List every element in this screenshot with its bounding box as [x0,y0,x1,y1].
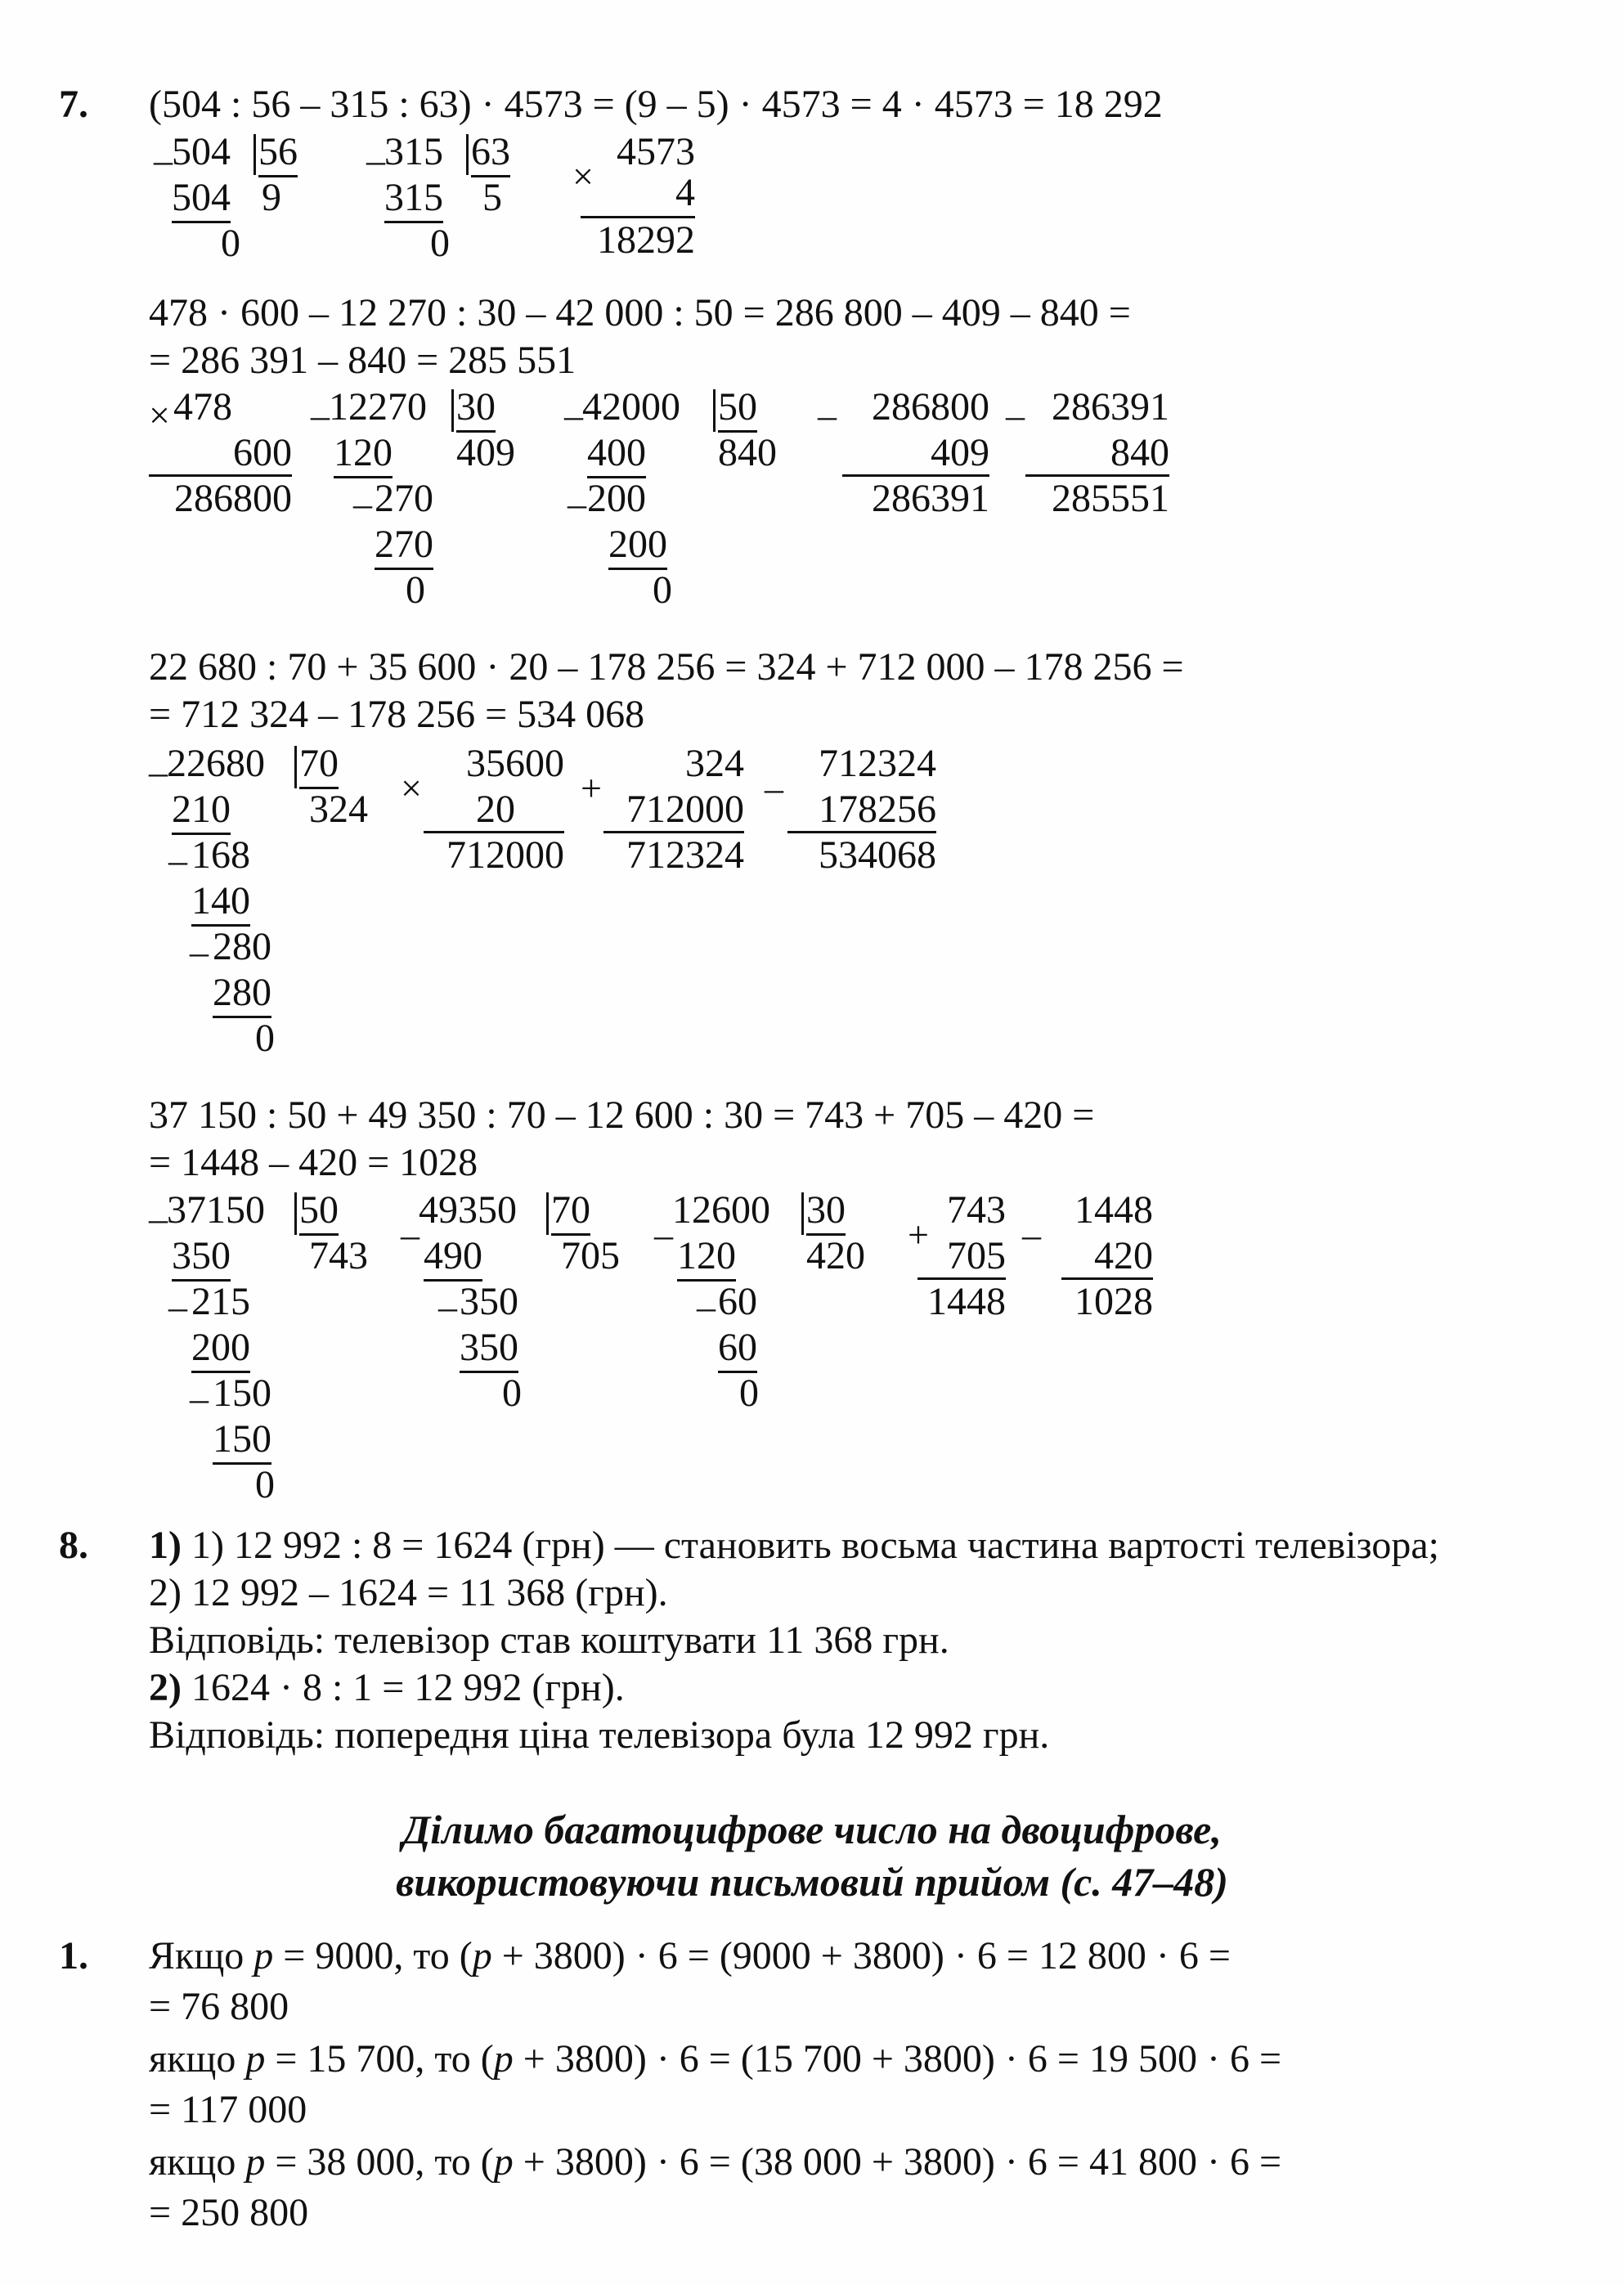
factor-b: 4 [675,171,695,214]
dividend: 315 [384,130,443,173]
text: + 3800) · 6 = (38 000 + 3800) · 6 = 41 800 · 6 = [513,2140,1282,2184]
step: 200 [191,1325,250,1373]
step: 120 [334,430,393,478]
step: 490 [424,1233,482,1282]
long-division: – 22680 70 324 210 – 168 140 – 280 280 0 [149,742,368,1060]
step: 140 [191,878,250,927]
divisor: 70 [551,1187,590,1236]
difference: 286391 [872,477,989,520]
section-title: використовуючи письмовий прийом (с. 47–48) [396,1859,1228,1905]
expression-line [149,2139,1281,2185]
step: 150 [213,1371,271,1415]
variable: p [245,2037,266,2081]
column-multiplication: × 35600 20 712000 [401,742,564,877]
remainder: 0 [255,1017,275,1060]
step: 270 [375,477,433,520]
text: Якщо [149,1934,254,1977]
minuend: 712324 [819,742,936,785]
step: 400 [587,430,646,478]
quotient: 743 [309,1234,368,1277]
step: 120 [677,1233,736,1282]
divisor: 63 [471,129,510,177]
sum: 712324 [626,833,744,877]
text: = 9000, то ( [273,1934,473,1977]
remainder: 0 [739,1371,759,1415]
column-subtraction: – 712324 178256 534068 [765,742,936,877]
long-division: – 49350 70 705 490 – 350 350 0 [401,1188,620,1415]
step: 150 [213,1416,271,1465]
expression-line: = 1448 – 420 = 1028 [149,1141,478,1184]
remainder: 0 [406,568,425,612]
product: 286800 [174,477,292,520]
step: 200 [608,522,667,570]
remainder: 0 [221,222,240,265]
text: + 3800) · 6 = (15 700 + 3800) · 6 = 19 500 · 6 = [513,2037,1282,2081]
part-marker: 1) [149,1524,182,1567]
dividend: 49350 [419,1188,517,1232]
text: якщо [149,2037,246,2081]
subtrahend: 840 [1110,431,1169,474]
factor-b: 600 [233,431,292,474]
quotient: 705 [561,1234,620,1277]
variable: p [493,2140,514,2184]
factor-a: 478 [173,385,232,429]
sum: 1448 [927,1280,1006,1323]
column-multiplication: × 478 600 286800 [149,385,292,520]
task-number-1: 1. [59,1934,88,1977]
remainder: 0 [430,222,450,265]
product: 712000 [446,833,564,877]
step: 210 [172,787,231,835]
text: = 15 700, то ( [265,2037,494,2081]
step: 280 [213,925,271,968]
difference: 285551 [1052,477,1169,520]
long-division: – 42000 50 840 400 – 200 200 0 [564,385,777,612]
part-marker: 2) [149,1666,182,1709]
text: + 3800) · 6 = (9000 + 3800) · 6 = 12 800 · 6 = [491,1934,1231,1977]
dividend: 504 [172,130,231,173]
step: 168 [191,833,250,877]
minuend: 286800 [872,385,989,429]
column-subtraction: – 286800 409 286391 [818,385,989,520]
long-division: – 315 63 5 315 0 [366,130,510,265]
divisor: 30 [806,1187,846,1236]
variable: p [493,2037,514,2081]
divisor: 50 [299,1187,339,1236]
divisor: 30 [456,384,496,433]
step: 280 [213,970,271,1018]
step-line: 1) 12 992 : 8 = 1624 (грн) — становить восьма частина вартості телевізора; [191,1524,1439,1567]
subtrahend: 178256 [819,788,936,831]
subtrahend: 504 [172,175,231,223]
task-number-8: 8. [59,1524,88,1567]
subtrahend: 315 [384,175,443,223]
step-line: 1624 · 8 : 1 = 12 992 (грн). [191,1666,625,1709]
expression-line: = 712 324 – 178 256 = 534 068 [149,693,645,736]
column-subtraction: – 1448 420 1028 [1022,1188,1153,1323]
factor-b: 20 [476,788,515,831]
answer-line: Відповідь: попередня ціна телевізора була 12 992 грн. [149,1713,1050,1757]
task-number-7: 7. [59,83,88,126]
step: 200 [587,477,646,520]
long-division: – 37150 50 743 350 – 215 200 – 150 150 0 [149,1188,368,1506]
factor-a: 4573 [617,130,695,173]
expression-line: (504 : 56 – 315 : 63) · 4573 = (9 – 5) · 4573 = 4 · 4573 = 18 292 [149,83,1163,126]
dividend: 22680 [167,742,265,785]
expression-line: = 286 391 – 840 = 285 551 [149,339,576,382]
dividend: 12270 [329,385,427,429]
quotient: 409 [456,431,515,474]
column-addition: + 324 712000 712324 [581,742,744,877]
column-subtraction: – 286391 840 285551 [1006,385,1169,520]
addend-b: 712000 [626,788,744,831]
expression-line: = 250 800 [149,2191,309,2234]
text: = 38 000, то ( [265,2140,494,2184]
quotient: 420 [806,1234,865,1277]
difference: 1028 [1074,1280,1153,1323]
addend-a: 743 [947,1188,1006,1232]
column-addition: + 743 705 1448 [908,1188,1006,1323]
quotient: 324 [309,788,368,831]
solution-part-2 [149,1665,625,1711]
dividend: 42000 [582,385,680,429]
quotient: 840 [718,431,777,474]
variable: p [245,2140,266,2184]
minuend: 286391 [1052,385,1169,429]
addend-b: 705 [947,1234,1006,1277]
step: 350 [460,1280,518,1323]
section-title: Ділимо багатоцифрове число на двоцифрове, [402,1807,1222,1852]
product: 18292 [597,218,695,262]
step: 215 [191,1280,250,1323]
step: 350 [172,1233,231,1282]
column-multiplication: × 4573 4 18292 [572,130,695,262]
variable: p [253,1934,274,1977]
divisor: 50 [718,384,757,433]
expression-line: = 117 000 [149,2088,307,2131]
variable: p [472,1934,492,1977]
remainder: 0 [255,1463,275,1506]
expression-line: 37 150 : 50 + 49 350 : 70 – 12 600 : 30 = 743 + 705 – 420 = [149,1093,1095,1137]
subtrahend: 420 [1094,1234,1153,1277]
dividend: 12600 [672,1188,770,1232]
divisor: 56 [258,129,298,177]
remainder: 0 [653,568,672,612]
expression-line: = 76 800 [149,1985,289,2028]
answer-line: Відповідь: телевізор став коштувати 11 368 грн. [149,1618,949,1662]
solution-part-1 [149,1523,1439,1569]
dividend: 37150 [167,1188,265,1232]
quotient: 9 [262,176,281,219]
expression-line: 22 680 : 70 + 35 600 · 20 – 178 256 = 324 + 712 000 – 178 256 = [149,645,1184,689]
difference: 534068 [819,833,936,877]
step: 350 [460,1325,518,1373]
expression-line [149,2036,1281,2082]
remainder: 0 [502,1371,522,1415]
long-division: – 12600 30 420 120 – 60 60 0 [654,1188,865,1415]
step: 60 [718,1280,757,1323]
minuend: 1448 [1074,1188,1153,1232]
long-division: – 12270 30 409 120 – 270 270 0 [311,385,515,612]
long-division: – 504 56 9 504 0 [154,130,298,265]
quotient: 5 [482,176,502,219]
text: якщо [149,2140,246,2184]
addend-a: 324 [685,742,744,785]
expression-line: 478 · 600 – 12 270 : 30 – 42 000 : 50 = 286 800 – 409 – 840 = [149,291,1131,334]
subtrahend: 409 [931,431,989,474]
factor-a: 35600 [466,742,564,785]
expression-line [149,1933,1231,1979]
divisor: 70 [299,741,339,789]
step: 270 [375,522,433,570]
step-line: 2) 12 992 – 1624 = 11 368 (грн). [149,1571,668,1614]
step: 60 [718,1325,757,1373]
